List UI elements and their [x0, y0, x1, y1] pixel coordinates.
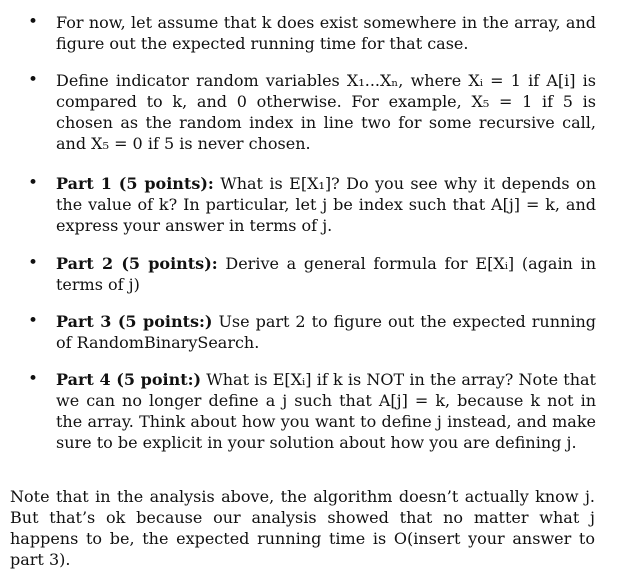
bullet-marker: • [28, 311, 39, 331]
list-item-text [56, 311, 596, 353]
part-4-body: What is E[Xᵢ] if k is NOT in the array? Note that we can no longer define a j such that A[j] = k, because k not in the array. Think about how you want to define j instead, and make sure to be explicit in your solution about how you are defining j. [56, 370, 596, 452]
list-item-text [56, 70, 596, 154]
list-item-text [56, 369, 596, 453]
item-body: Define indicator random variables X₁...Xₙ, where Xᵢ = 1 if A[i] is compared to k, and 0 otherwise. For example, X₅ = 1 if 5 is chosen as the random index in line two for some recursive call, and X₅ = 0 if 5 is never chosen. [56, 71, 596, 153]
list-item [28, 369, 596, 453]
bullet-marker: • [28, 253, 39, 273]
bullet-marker: • [28, 12, 39, 32]
part-3-heading: Part 3 (5 points:) [56, 312, 213, 331]
bullet-marker: • [28, 173, 39, 193]
closing-note: Note that in the analysis above, the algorithm doesn’t actually know j. But that’s ok because our analysis showed that no matter what j happens to be, the expected running time is O(insert your answer to part 3). [10, 487, 595, 569]
bullet-marker: • [28, 369, 39, 389]
part-1-body: What is E[X₁]? Do you see why it depends on the value of k? In particular, let j be index such that A[j] = k, and express your answer in terms of j. [56, 174, 596, 235]
list-item-text [56, 173, 596, 236]
part-1-heading: Part 1 (5 points): [56, 174, 214, 193]
list-item-text [56, 12, 596, 54]
list-item [28, 12, 596, 54]
list-item [28, 253, 596, 295]
list-item [28, 311, 596, 353]
list-item [28, 70, 596, 154]
bullet-marker: • [28, 70, 39, 90]
part-4-heading: Part 4 (5 point:) [56, 370, 202, 389]
item-body: For now, let assume that k does exist somewhere in the array, and figure out the expected running time for that case. [56, 13, 596, 53]
part-2-heading: Part 2 (5 points): [56, 254, 218, 273]
list-item-text [56, 253, 596, 295]
part-2-body: Derive a general formula for E[Xᵢ] (again in terms of j) [56, 254, 596, 294]
list-item [28, 173, 596, 236]
part-3-body: Use part 2 to figure out the expected running of RandomBinarySearch. [56, 312, 596, 352]
